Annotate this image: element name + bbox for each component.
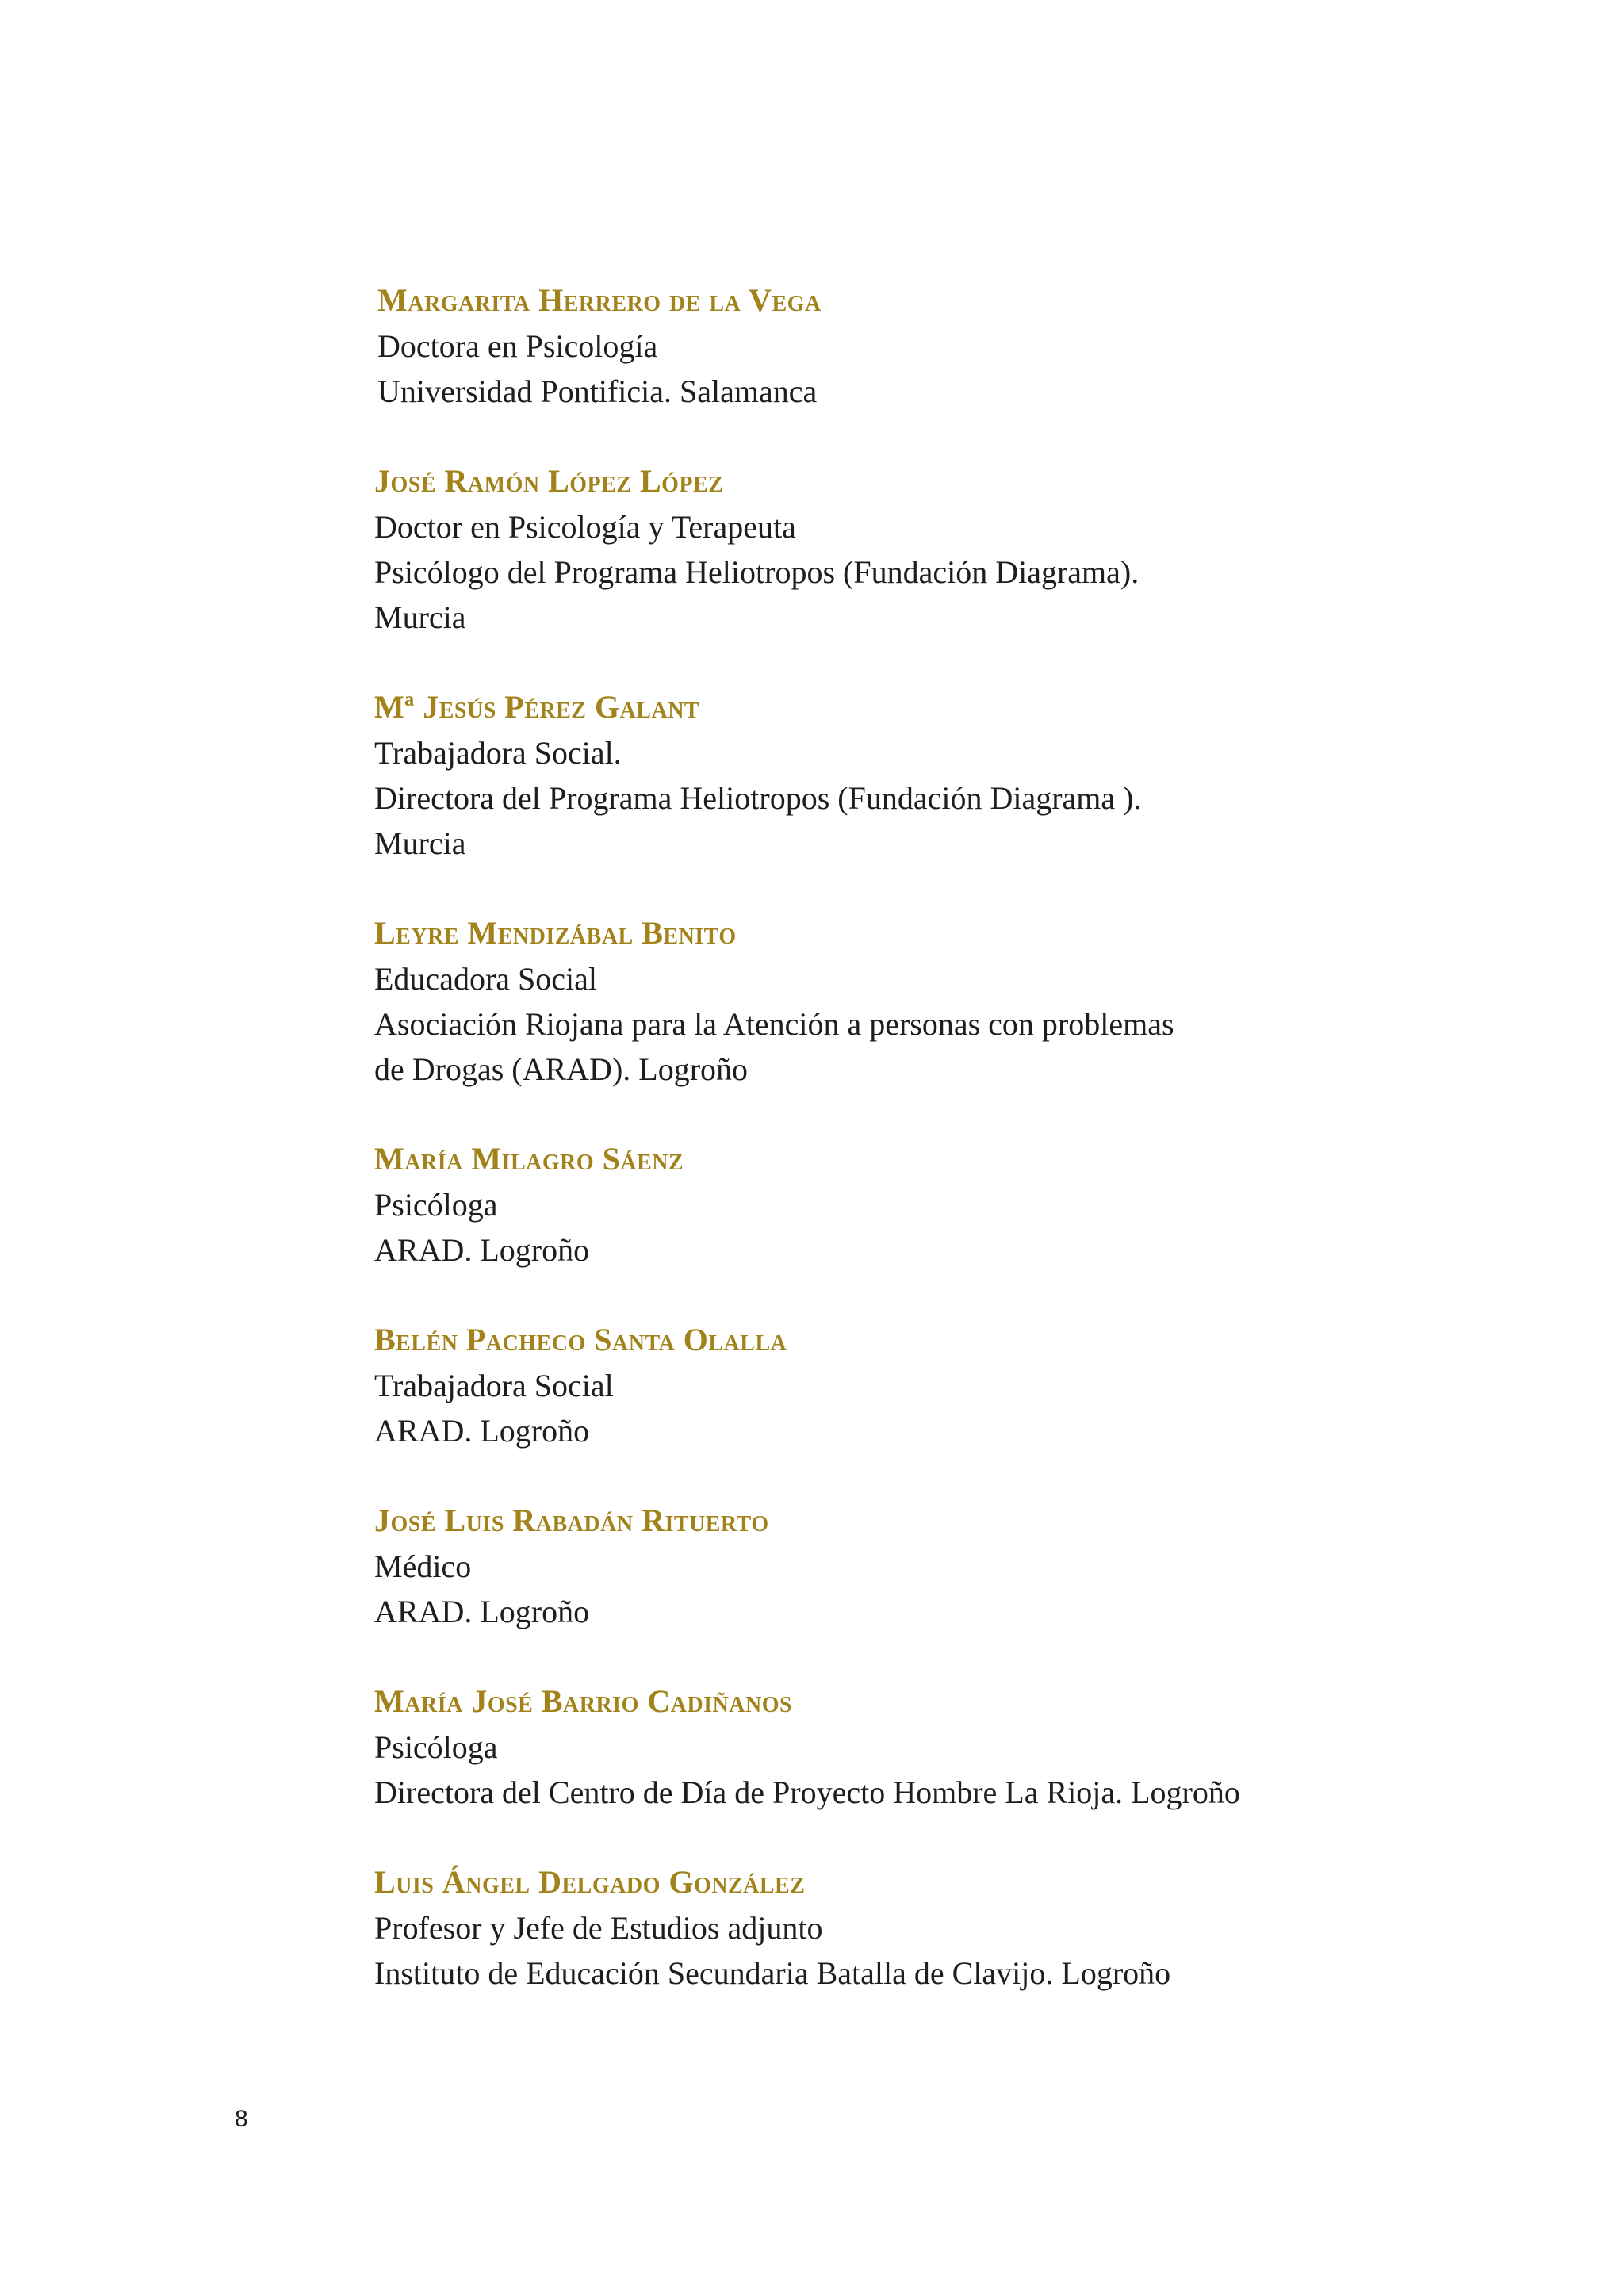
contributor-name: Belén Pacheco Santa Olalla [374, 1322, 787, 1357]
contributor-detail-line: Murcia [374, 599, 466, 635]
contributor-detail-line: Doctora en Psicología [377, 328, 658, 364]
contributors-list [374, 278, 1484, 2040]
contributor-detail-line: Médico [374, 1548, 472, 1584]
contributor-detail-line: Trabajadora Social [374, 1368, 614, 1403]
contributor-entry [374, 1498, 1484, 1634]
contributor-entry [374, 1136, 1484, 1273]
contributor-name: Luis Ángel Delgado González [374, 1864, 806, 1900]
contributor-detail-line: Asociación Riojana para la Atención a personas con problemas [374, 1006, 1174, 1042]
contributor-detail-line: Directora del Programa Heliotropos (Fundación Diagrama ). [374, 780, 1142, 816]
contributor-name: María Milagro Sáenz [374, 1141, 684, 1177]
contributor-detail-line: Psicóloga [374, 1729, 498, 1765]
contributor-detail-line: Universidad Pontificia. Salamanca [377, 373, 818, 409]
contributor-detail-line: Profesor y Jefe de Estudios adjunto [374, 1910, 823, 1946]
contributor-entry [374, 684, 1484, 866]
contributor-detail-line: Murcia [374, 825, 466, 861]
contributor-name: Mª Jesús Pérez Galant [374, 689, 700, 725]
contributor-name: José Ramón López López [374, 463, 724, 499]
contributor-detail-line: Instituto de Educación Secundaria Batalla de Clavijo. Logroño [374, 1955, 1171, 1991]
contributor-detail-line: Doctor en Psicología y Terapeuta [374, 509, 796, 545]
contributor-detail-line: ARAD. Logroño [374, 1413, 590, 1449]
contributor-name: María José Barrio Cadiñanos [374, 1683, 793, 1719]
contributor-name: José Luis Rabadán Rituerto [374, 1503, 769, 1538]
contributor-detail-line: Psicóloga [374, 1187, 498, 1223]
contributor-entry [374, 1679, 1484, 1815]
contributor-entry [374, 910, 1484, 1092]
contributor-detail-line: ARAD. Logroño [374, 1232, 590, 1268]
contributor-detail-line: Trabajadora Social. [374, 735, 622, 771]
page-number: 8 [235, 2106, 248, 2132]
contributor-entry [374, 458, 1484, 640]
contributor-detail-line: Directora del Centro de Día de Proyecto Hombre La Rioja. Logroño [374, 1774, 1240, 1810]
contributor-entry [374, 1859, 1484, 1996]
contributor-entry [377, 278, 1484, 414]
contributor-detail-line: de Drogas (ARAD). Logroño [374, 1051, 749, 1087]
contributor-entry [374, 1317, 1484, 1453]
contributor-detail-line: ARAD. Logroño [374, 1594, 590, 1629]
contributor-detail-line: Psicólogo del Programa Heliotropos (Fundación Diagrama). [374, 554, 1139, 590]
contributor-detail-line: Educadora Social [374, 961, 597, 997]
contributor-name: Margarita Herrero de la Vega [377, 282, 822, 318]
contributor-name: Leyre Mendizábal Benito [374, 915, 737, 951]
